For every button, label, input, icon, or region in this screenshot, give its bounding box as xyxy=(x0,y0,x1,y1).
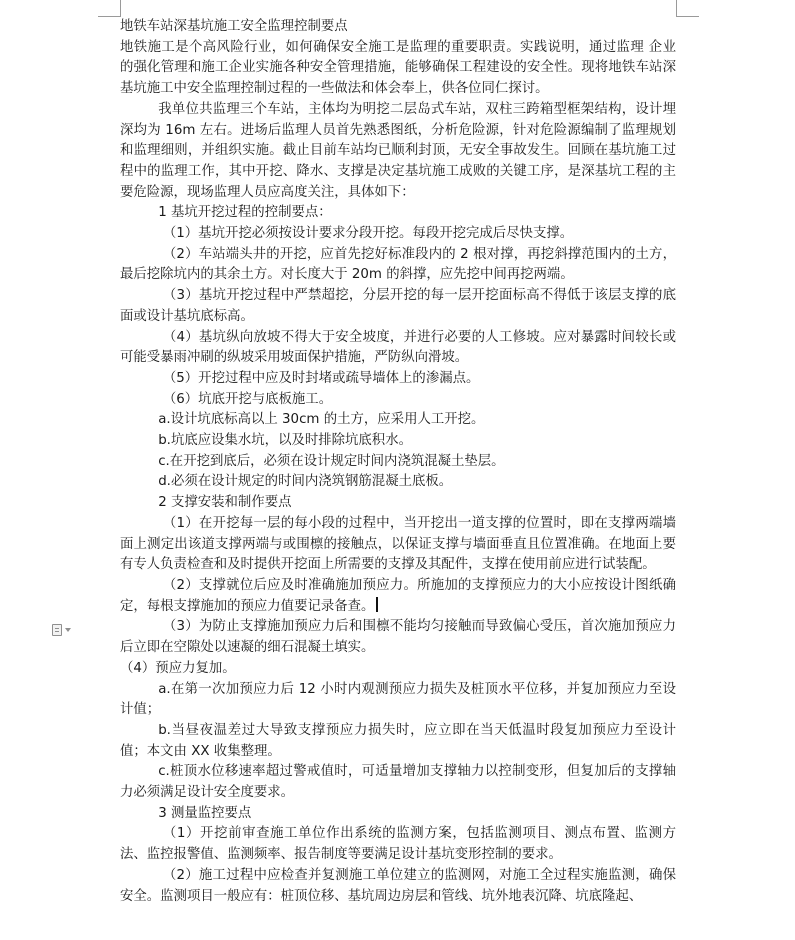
list-item: （4）基坑纵向放坡不得大于安全坡度，并进行必要的人工修坡。应对暴露时间较长或可能受暴雨冲刷的纵坡采用坡面保护措施，严防纵向滑坡。 xyxy=(120,329,676,366)
list-item: （1）基坑开挖必须按设计要求分段开挖。每段开挖完成后尽快支撑。 xyxy=(162,226,574,242)
list-item: （3）基坑开挖过程中严禁超挖，分层开挖的每一层开挖面标高不得低于该层支撑的底面或设计基坑底标高。 xyxy=(120,288,676,324)
list-item: （6）坑底开挖与底板施工。 xyxy=(162,391,333,407)
list-item: （2）施工过程中应检查并复测施工单位建立的监测网，对施工全过程实施监测，确保安全。监测项目一般应有：桩顶位移、基坑周边房层和管线、坑外地表沉降、坑底隆起、 xyxy=(120,867,676,904)
paragraph-intro: 地铁施工是个高风险行业，如何确保安全施工是监理的重要职责。实践说明，通过监理 企业 的强化管理和施工企业实施各种安全管理措施，能够确保工程建设的安全性。现将地铁车站深基坑施工中安全监理控制过程的一些做法和体会奉上，供各位同仁探讨。 xyxy=(120,39,676,97)
paragraph-layout-icon[interactable] xyxy=(52,622,82,638)
sub-list-item: a.设计坑底标高以上 30cm 的土方，应采用人工开挖。 xyxy=(158,412,485,428)
text-cursor xyxy=(376,597,378,612)
section-heading-1: 1 基坑开挖过程的控制要点： xyxy=(158,205,332,221)
page-corner-mark-left xyxy=(98,0,121,17)
paragraph-overview: 我单位共监理三个车站，主体均为明挖二层岛式车站，双柱三跨箱型框架结构，设计埋深均为 16m 左右。进场后监理人员首先熟悉图纸，分析危险源，针对危险源编制了监理规划和监理细则，并组织实施。截止目前车站均已顺利封顶，无安全事故发生。回顾在基坑施工过程中的监理工作，其中开挖、降水、支撑是决定基坑施工成败的关键工序，是深基坑工程的主要危险源，现场监理人员应高度关注，具体如下： xyxy=(120,101,676,200)
document-title: 地铁车站深基坑施工安全监理控制要点 xyxy=(120,19,348,34)
sub-list-item: c.桩顶水位移速率超过警戒值时，可适量增加支撑轴力以控制变形，但复加后的支撑轴力必须满足设计安全度要求。 xyxy=(120,764,676,801)
list-item: （1）开挖前审查施工单位作出系统的监测方案，包括监测项目、测点布置、监测方法、监控报警值、监测频率、报告制度等要满足设计基坑变形控制的要求。 xyxy=(120,826,676,863)
sub-list-item: b.坑底应设集水坑，以及时排除坑底积水。 xyxy=(158,433,412,449)
sub-list-item: b.当昼夜温差过大导致支撑预应力损失时，应立即在当天低温时段复加预应力至设计值；本文由 XX 收集整理。 xyxy=(120,722,676,759)
section-heading-3: 3 测量监控要点 xyxy=(158,805,252,821)
list-item: （1）在开挖每一层的每小段的过程中，当开挖出一道支撑的位置时，即在支撑两端墙面上测定出该道支撑两端与或围檩的接触点，以保证支撑与墙面垂直且位置准确。在地面上要有专人负责检查和及时提供开挖面上所需要的支撑及其配件，支撑在使用前应进行试装配。 xyxy=(120,515,676,573)
page-corner-mark-right xyxy=(676,0,699,17)
document-icon xyxy=(52,624,62,636)
sub-list-item: a.在第一次加预应力后 12 小时内观测预应力损失及桩顶水平位移，并复加预应力至设计值； xyxy=(120,681,676,718)
list-item: （2）车站端头井的开挖，应首先挖好标准段内的 2 根对撑，再挖斜撑范围内的土方，最后挖除坑内的其余土方。对长度大于 20m 的斜撑，应先挖中间再挖两端。 xyxy=(120,246,676,283)
list-item: （3）为防止支撑施加预应力后和围檩不能均匀接触而导致偏心受压，首次施加预应力后立即在空隙处以速凝的细石混凝土填实。 xyxy=(120,619,676,656)
section-heading-2: 2 支撑安装和制作要点 xyxy=(158,495,292,511)
sub-list-item: c.在开挖到底后，必须在设计规定时间内浇筑混凝土垫层。 xyxy=(158,453,505,469)
list-item-text: （2）支撑就位后应及时准确施加预应力。所施加的支撑预应力的大小应按设计图纸确定，每根支撑施加的预应力值要记录备查。 xyxy=(120,577,676,614)
list-item: （4）预应力复加。 xyxy=(120,660,236,676)
document-body[interactable] xyxy=(120,17,676,907)
list-item: （5）开挖过程中应及时封堵或疏导墙体上的渗漏点。 xyxy=(162,370,480,386)
list-item-with-cursor xyxy=(120,576,676,617)
chevron-down-icon xyxy=(65,628,71,632)
sub-list-item: d.必须在设计规定的时间内浇筑钢筋混凝土底板。 xyxy=(158,474,453,490)
